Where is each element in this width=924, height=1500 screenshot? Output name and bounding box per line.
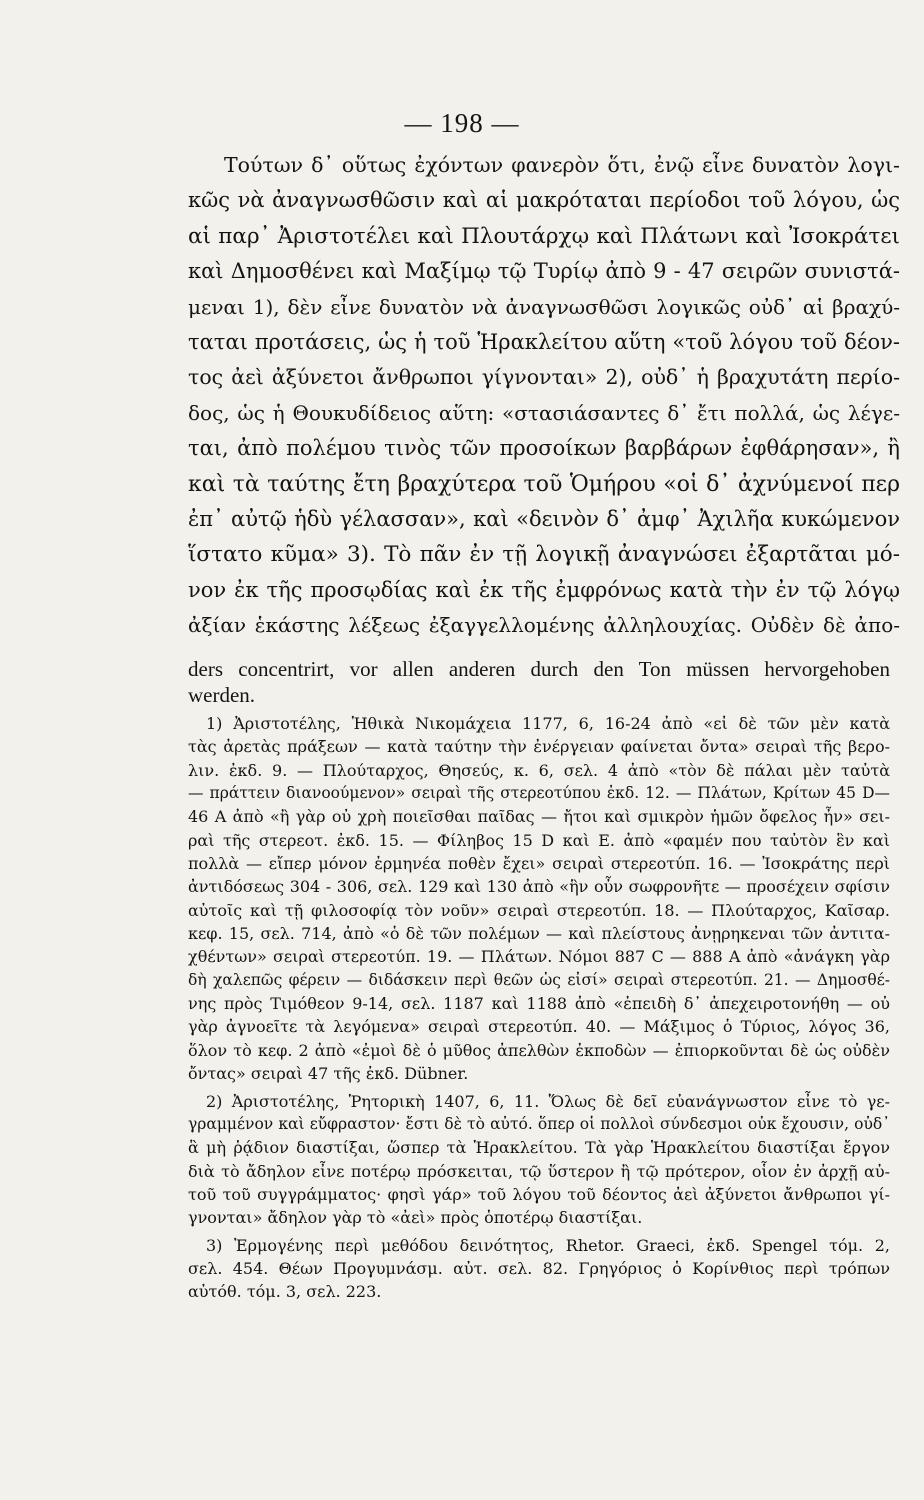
footnote-line: αὐτόθ. τόμ. 3, σελ. 223. [188,1282,382,1302]
footnote-line: σελ. 454. Θέων Προγυμνάσμ. αὐτ. σελ. 82. Γρηγόριος ὁ Κορίνθιος περὶ τρόπων [188,1258,890,1278]
footnote-line: δὴ χαλεπῶς φέρειν — διδάσκειν περὶ θεῶν ὡς εἰσί» σειραὶ στερεοτύπ. 21. — Δημοσθέ- [188,970,890,989]
footnote-line: πολλὰ — εἴπερ μόνον ἑρμηνέα ποθὲν ἔχει» σειραὶ στερεοτύπ. 16. — Ἰσοκράτης περὶ [188,854,890,874]
footnote-line: αὐτοῖς καὶ τῇ φιλοσοφίᾳ τὸν νοῦν» σειραὶ στερεοτύπ. 18. — Πλούταρχος, Καῖσαρ. [188,900,890,920]
footnote-continuation-line: werden. [188,683,256,707]
footnote-line: 1) Ἀριστοτέλης, Ἠθικὰ Νικομάχεια 1177, 6, 16-24 ἀπὸ «εἰ δὲ τῶν μὲν κατὰ [206,714,890,733]
footnote-line: 2) Ἀριστοτέλης, Ῥητορικὴ 1407, 6, 11. Ὅλως δὲ δεῖ εὐανάγνωστον εἶνε τὸ γε- [206,1091,890,1111]
footnote-continuation-line: ders concentrirt, vor allen anderen durch den Ton müssen hervorgehoben [188,657,890,681]
body-line: νον ἐκ τῆς προσῳδίας καὶ ἐκ τῆς ἐμφρόνως κατὰ τὴν ἐν τῷ λόγῳ [188,577,900,602]
footnote-line: ραὶ τῆς στερεοτ. ἐκδ. 15. — Φίληβος 15 D καὶ E. ἀπὸ «φαμέν που ταὐτὸν ἓν καὶ [188,830,890,850]
body-line: τος ἀεὶ ἀξύνετοι ἄνθρωποι γίγνονται» 2), οὐδ᾽ ἡ βραχυτάτη περίο- [188,365,900,390]
footnote-line: ὄντας» σειραὶ 47 τῆς ἐκδ. Dübner. [188,1064,469,1084]
footnote-line: κεφ. 15, σελ. 714, ἀπὸ «ὁ δὲ τῶν πολέμων — καὶ πλείστους ἀνῃρηκεναι τῶν ἀντιτα- [188,924,890,944]
body-line: ἀξίαν ἑκάστης λέξεως ἐξαγγελλομένης ἀλληλουχίας. Οὐδὲν δὲ ἀπο- [188,613,900,638]
footnote-line: χθέντων» σειραὶ στερεοτύπ. 19. — Πλάτων. Νόμοι 887 C — 888 A ἀπὸ «ἀνάγκη γὰρ [188,947,890,967]
footnote-line: διὰ τὸ ἄδηλον εἶνε ποτέρῳ πρόσκειται, τῷ ὕστερον ἢ τῷ πρότερον, οἷον ἐν ἀρχῇ αὐ- [188,1161,890,1181]
body-line: μεναι 1), δὲν εἶνε δυνατὸν νὰ ἀναγνωσθῶσι λογικῶς οὐδ᾽ αἱ βραχύ- [188,294,900,319]
footnote-2 [188,1090,890,1230]
footnote-line: νης πρὸς Τιμόθεον 9-14, σελ. 1187 καὶ 1188 ἀπὸ «ἐπειδὴ δ᾽ ἀπεχειροτονήθη — οὐ [188,994,890,1014]
body-line: ται, ἀπὸ πολέμου τινὸς τῶν προσοίκων βαρβάρων ἐφθάρησαν», ἢ [188,436,900,461]
body-line: ἵστατο κῦμα» 3). Τὸ πᾶν ἐν τῇ λογικῇ ἀναγνώσει ἐξαρτᾶται μό- [188,542,900,568]
footnote-line: ὅλον τὸ κεφ. 2 ἀπὸ «ἐμοὶ δὲ ὁ μῦθος ἀπελθὼν ἐκποδὼν — ἐπιορκοῦνται δὲ ὡς οὐδὲν [188,1040,890,1060]
body-line: ἐπ᾽ αὐτῷ ἡδὺ γέλασσαν», καὶ «δεινὸν δ᾽ ἀμφ᾽ Ἀχιλῆα κυκώμενον [188,507,900,532]
footnote-1 [188,712,890,1086]
footnote-line: γνονται» ἄδηλον γὰρ τὸ «ἀεὶ» πρὸς ὁποτέρῳ διαστίξαι. [188,1208,643,1228]
footnote-line: λιν. ἐκδ. 9. — Πλούταρχος, Θησεύς, κ. 6, σελ. 4 ἀπὸ «τὸν δὲ πάλαι μὲν ταὐτὰ [188,760,890,780]
body-line: καὶ τὰ ταύτης ἔτη βραχύτερα τοῦ Ὁμήρου «οἱ δ᾽ ἀχνύμενοί περ [188,471,900,497]
footnote-line: 46 A ἀπὸ «ἢ γὰρ οὐ χρὴ ποιεῖσθαι παῖδας — ἤτοι καὶ σμικρὸν ἡμῶν ὄφελος ἦν» σει- [188,807,890,827]
body-line: κῶς νὰ ἀναγνωσθῶσιν καὶ αἱ μακρόταται περίοδοι τοῦ λόγου, ὡς [188,188,900,213]
body-line: καὶ Δημοσθένει καὶ Μαξίμῳ τῷ Τυρίῳ ἀπὸ 9 - 47 σειρῶν συνιστά- [188,259,900,284]
main-text [188,148,900,644]
body-line: ταται προτάσεις, ὡς ἡ τοῦ Ἡρακλείτου αὕτη «τοῦ λόγου τοῦ δέον- [188,330,900,355]
footnote-line: — πράττειν διανοούμενον» σειραὶ τῆς στερεοτύπου ἐκδ. 12. — Πλάτων, Κρίτων 45 D— [188,784,890,803]
footnote-line: 3) Ἑρμογένης περὶ μεθόδου δεινότητος, Rhetor. Graeci, ἐκδ. Spengel τόμ. 2, [206,1235,890,1255]
footnote-line: γραμμένον καὶ εὔφραστον· ἔστι δὲ τὸ αὐτό. ὅπερ οἱ πολλοὶ σύνδεσμοι οὐκ ἔχουσιν, οὐδ᾽ [188,1114,890,1133]
body-line: δος, ὡς ἡ Θουκυδίδειος αὕτη: «στασιάσαντες δ᾽ ἔτι πολλά, ὡς λέγε- [188,400,900,425]
footnote-line: ἀντιδόσεως 304 - 306, σελ. 129 καὶ 130 ἀπὸ «ἣν οὖν σωφρονῆτε — προσέχειν σφίσιν [188,877,890,897]
footnote-line: ἃ μὴ ῥᾴδιον διαστίξαι, ὥσπερ τὰ Ἡρακλείτου. Τὰ γὰρ Ἡρακλείτου διαστίξαι ἔργον [188,1138,890,1158]
page-number: — 198 — [404,108,520,138]
body-line: Τούτων δ᾽ οὕτως ἐχόντων φανερὸν ὅτι, ἐνῷ εἶνε δυνατὸν λογι- [224,153,900,177]
footnote-3 [188,1234,890,1304]
footnote-line: τοῦ τοῦ συγγράμματος· φησὶ γάρ» τοῦ λόγου τοῦ δέοντος ἀεὶ ἀξύνετοι ἄνθρωποι γί- [188,1184,890,1204]
footnote-line: τὰς ἀρετὰς πράξεων — κατὰ ταύτην τὴν ἐνέργειαν φαίνεται ὄντα» σειραὶ τῆς βερο- [188,737,890,757]
footnotes [188,656,890,1304]
body-line: αἱ παρ᾽ Ἀριστοτέλει καὶ Πλουτάρχῳ καὶ Πλάτωνι καὶ Ἰσοκράτει [188,223,900,249]
footnote-line: γὰρ ἀγνοεῖτε τὰ λεγόμενα» σειραὶ στερεοτύπ. 40. — Μάξιμος ὁ Τύριος, λόγος 36, [188,1017,890,1037]
